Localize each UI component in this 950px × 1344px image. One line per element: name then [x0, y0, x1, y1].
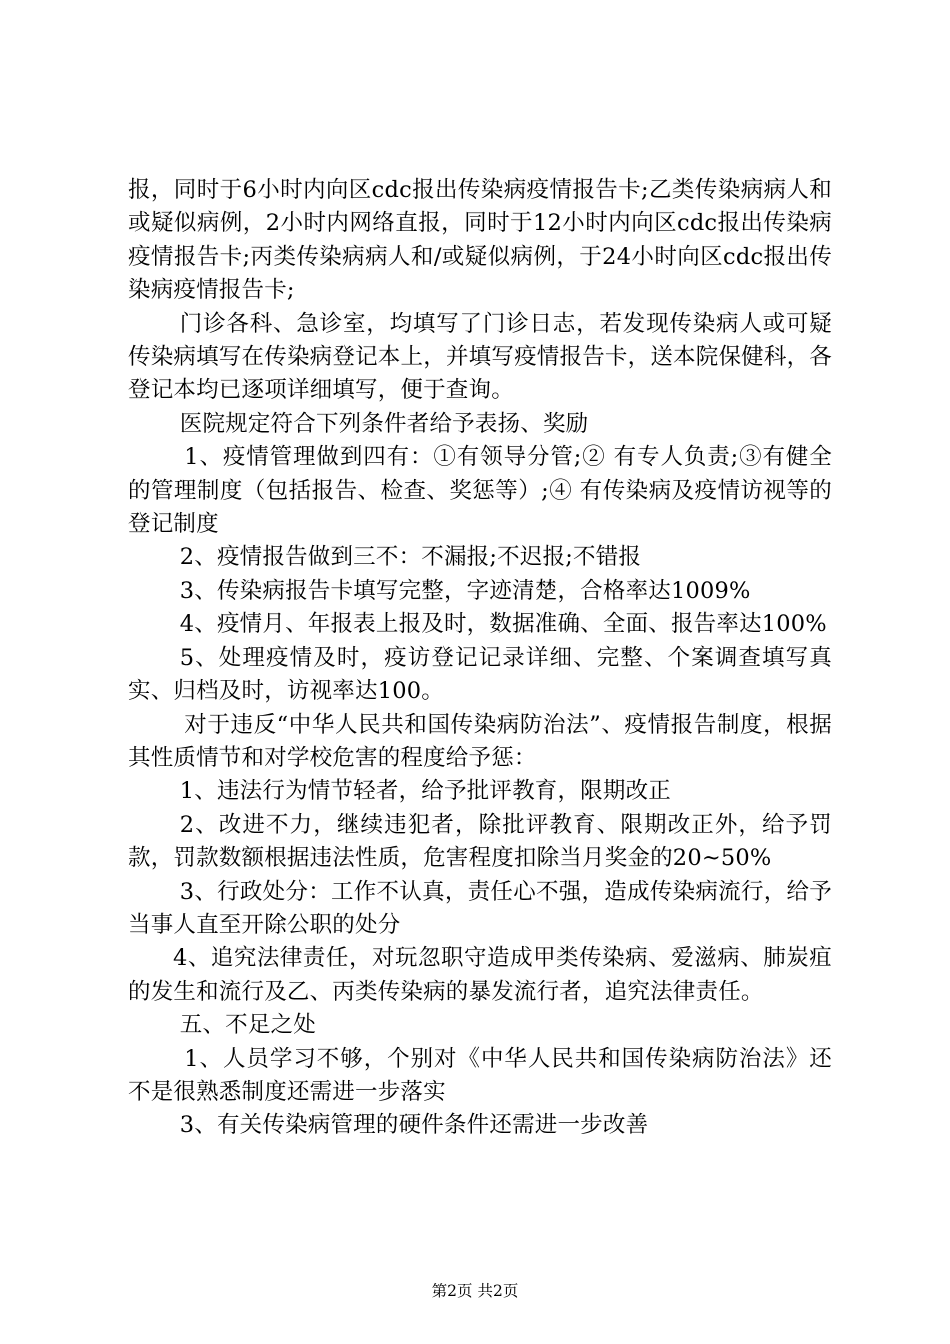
- paragraph-reward-item-4: 4、疫情月、年报表上报及时，数据准确、全面、报告率达100%: [179, 611, 827, 638]
- paragraph-report-deadlines: 报，同时于6小时内向区cdc报出传染病疫情报告卡;乙类传染病病人和或疑似病例，2小时内网络直报，同时于12小时内向区cdc报出传染病疫情报告卡;丙类传染病病人和/或疑似病例，于24小时向区cdc报出传染病疫情报告卡;: [128, 177, 832, 304]
- paragraph-shortcoming-3: 3、有关传染病管理的硬件条件还需进一步改善: [179, 1112, 649, 1139]
- paragraph-outpatient-log: 门诊各科、急诊室，均填写了门诊日志，若发现传染病人或可疑传染病填写在传染病登记本上，并填写疫情报告卡，送本院保健科，各登记本均已逐项详细填写，便于查询。: [128, 310, 832, 404]
- paragraph-reward-item-5: 5、处理疫情及时，疫访登记记录详细、完整、个案调查填写真实、归档及时，访视率达100。: [128, 644, 832, 705]
- paragraph-reward-item-2: 2、疫情报告做到三不：不漏报;不迟报;不错报: [179, 544, 642, 571]
- section-heading-shortcomings: 五、不足之处: [179, 1012, 316, 1039]
- paragraph-reward-conditions: 医院规定符合下列条件者给予表扬、奖励: [179, 410, 589, 437]
- paragraph-reward-item-1: 1、疫情管理做到四有：①有领导分管;② 有专人负责;③有健全的管理制度（包括报告、检查、奖惩等）;④ 有传染病及疫情访视等的登记制度: [128, 444, 832, 538]
- paragraph-penalty-item-4: 4、追究法律责任，对玩忽职守造成甲类传染病、爱滋病、肺炭疽的发生和流行及乙、丙类传染病的暴发流行者，追究法律责任。: [128, 945, 832, 1005]
- paragraph-penalty-item-3: 3、行政处分：工作不认真，责任心不强，造成传染病流行，给予当事人直至开除公职的处分: [128, 878, 832, 938]
- paragraph-penalty-item-2: 2、改进不力，继续违犯者，除批评教育、限期改正外，给予罚款，罚款数额根据违法性质，危害程度扣除当月奖金的20~50%: [128, 811, 832, 872]
- paragraph-penalty-intro: 对于违反“中华人民共和国传染病防治法”、疫情报告制度，根据其性质情节和对学校危害的程度给予惩：: [128, 711, 832, 771]
- paragraph-shortcoming-1: 1、人员学习不够，个别对《中华人民共和国传染病防治法》还不是很熟悉制度还需进一步落实: [128, 1045, 832, 1105]
- paragraph-reward-item-3: 3、传染病报告卡填写完整，字迹清楚，合格率达1009%: [179, 577, 751, 604]
- document-body: [128, 174, 832, 1143]
- paragraph-penalty-item-1: 1、违法行为情节轻者，给予批评教育，限期改正: [179, 778, 671, 805]
- page-number-footer: 第2页 共2页: [431, 1282, 519, 1300]
